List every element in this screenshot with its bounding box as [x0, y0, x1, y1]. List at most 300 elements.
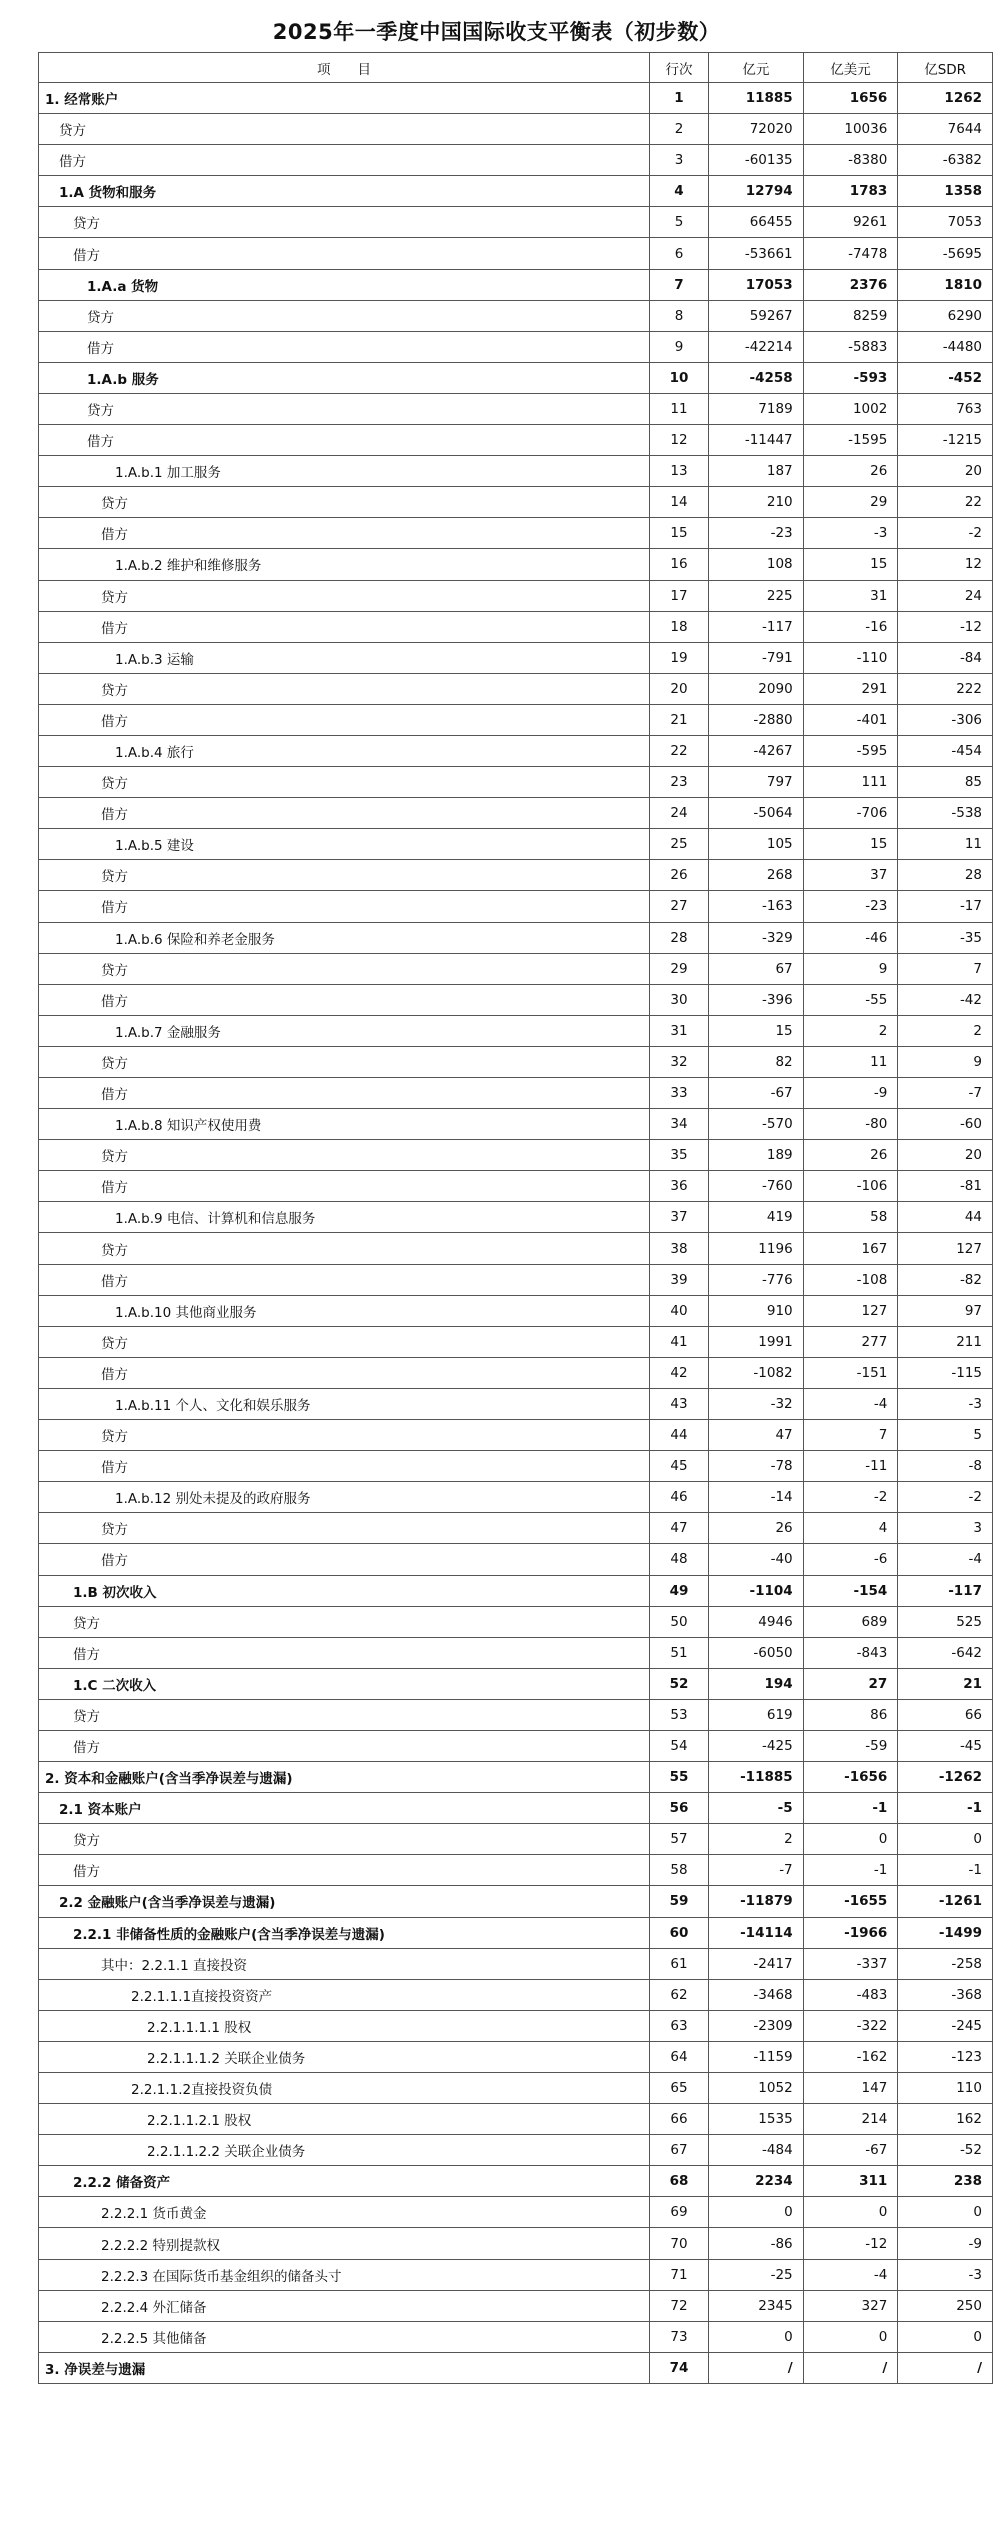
row-cny-cell: -42214 — [709, 331, 804, 362]
row-line-cell: 42 — [650, 1357, 709, 1388]
row-usd-cell: -1966 — [803, 1917, 898, 1948]
row-usd-cell: -162 — [803, 2041, 898, 2072]
table-row — [39, 362, 993, 393]
row-sdr-cell: -52 — [898, 2135, 993, 2166]
row-usd-cell: 11 — [803, 1046, 898, 1077]
row-item-cell: 贷方 — [39, 1046, 650, 1077]
row-line-cell: 66 — [650, 2104, 709, 2135]
row-line-cell: 18 — [650, 611, 709, 642]
row-sdr-cell: 22 — [898, 487, 993, 518]
row-line-cell: 43 — [650, 1388, 709, 1419]
row-line-cell: 31 — [650, 1015, 709, 1046]
row-usd-cell: -337 — [803, 1948, 898, 1979]
row-usd-cell: 26 — [803, 456, 898, 487]
row-sdr-cell: 12 — [898, 549, 993, 580]
row-item-cell: 贷方 — [39, 1326, 650, 1357]
row-sdr-cell: 85 — [898, 767, 993, 798]
row-usd-cell: 1656 — [803, 83, 898, 114]
row-cny-cell: -5064 — [709, 798, 804, 829]
row-line-cell: 27 — [650, 891, 709, 922]
row-sdr-cell: 20 — [898, 1140, 993, 1171]
row-sdr-cell: 250 — [898, 2290, 993, 2321]
table-row — [39, 704, 993, 735]
row-cny-cell: -791 — [709, 642, 804, 673]
row-line-cell: 60 — [650, 1917, 709, 1948]
row-sdr-cell: 222 — [898, 673, 993, 704]
row-line-cell: 45 — [650, 1451, 709, 1482]
row-item-cell: 1.A.b.11 个人、文化和娱乐服务 — [39, 1388, 650, 1419]
table-row — [39, 2104, 993, 2135]
row-line-cell: 56 — [650, 1793, 709, 1824]
row-usd-cell: 147 — [803, 2073, 898, 2104]
table-row — [39, 735, 993, 766]
row-line-cell: 13 — [650, 456, 709, 487]
table-row — [39, 1264, 993, 1295]
row-cny-cell: 210 — [709, 487, 804, 518]
header-line: 行次 — [650, 53, 709, 83]
row-usd-cell: 291 — [803, 673, 898, 704]
row-cny-cell: 4946 — [709, 1606, 804, 1637]
row-usd-cell: 2376 — [803, 269, 898, 300]
row-item-cell: 借方 — [39, 1637, 650, 1668]
row-cny-cell: -60135 — [709, 145, 804, 176]
table-row — [39, 2259, 993, 2290]
row-sdr-cell: -117 — [898, 1575, 993, 1606]
row-sdr-cell: 0 — [898, 2197, 993, 2228]
row-item-cell: 2. 资本和金融账户(含当季净误差与遗漏) — [39, 1762, 650, 1793]
row-line-cell: 23 — [650, 767, 709, 798]
row-sdr-cell: -1499 — [898, 1917, 993, 1948]
row-cny-cell: 194 — [709, 1668, 804, 1699]
row-sdr-cell: 20 — [898, 456, 993, 487]
table-row — [39, 2073, 993, 2104]
row-item-cell: 2.2.1 非储备性质的金融账户(含当季净误差与遗漏) — [39, 1917, 650, 1948]
row-sdr-cell: -123 — [898, 2041, 993, 2072]
row-item-cell: 贷方 — [39, 300, 650, 331]
row-usd-cell: 86 — [803, 1699, 898, 1730]
row-item-cell: 借方 — [39, 798, 650, 829]
row-sdr-cell: -81 — [898, 1171, 993, 1202]
row-cny-cell: 187 — [709, 456, 804, 487]
row-line-cell: 67 — [650, 2135, 709, 2166]
row-line-cell: 10 — [650, 362, 709, 393]
row-sdr-cell: -84 — [898, 642, 993, 673]
table-row — [39, 984, 993, 1015]
row-usd-cell: 29 — [803, 487, 898, 518]
row-item-cell: 借方 — [39, 1264, 650, 1295]
row-line-cell: 16 — [650, 549, 709, 580]
table-row — [39, 83, 993, 114]
row-line-cell: 74 — [650, 2352, 709, 2383]
row-line-cell: 65 — [650, 2073, 709, 2104]
row-sdr-cell: 211 — [898, 1326, 993, 1357]
row-usd-cell: -595 — [803, 735, 898, 766]
row-line-cell: 41 — [650, 1326, 709, 1357]
row-usd-cell: -1 — [803, 1855, 898, 1886]
row-line-cell: 25 — [650, 829, 709, 860]
table-row — [39, 1451, 993, 1482]
header-item: 项 目 — [39, 53, 650, 83]
row-item-cell: 借方 — [39, 145, 650, 176]
table-row — [39, 798, 993, 829]
row-cny-cell: 17053 — [709, 269, 804, 300]
row-line-cell: 20 — [650, 673, 709, 704]
row-usd-cell: -151 — [803, 1357, 898, 1388]
row-sdr-cell: -1 — [898, 1793, 993, 1824]
table-row — [39, 2197, 993, 2228]
row-line-cell: 69 — [650, 2197, 709, 2228]
row-sdr-cell: -3 — [898, 1388, 993, 1419]
row-cny-cell: 72020 — [709, 114, 804, 145]
row-usd-cell: -67 — [803, 2135, 898, 2166]
row-cny-cell: 619 — [709, 1699, 804, 1730]
row-line-cell: 6 — [650, 238, 709, 269]
row-cny-cell: -4267 — [709, 735, 804, 766]
row-sdr-cell: 24 — [898, 580, 993, 611]
row-sdr-cell: -12 — [898, 611, 993, 642]
row-cny-cell: 419 — [709, 1202, 804, 1233]
row-line-cell: 12 — [650, 425, 709, 456]
table-body — [39, 83, 993, 2384]
table-header-row — [39, 53, 993, 83]
table-row — [39, 2166, 993, 2197]
table-row — [39, 456, 993, 487]
row-cny-cell: 105 — [709, 829, 804, 860]
table-row — [39, 300, 993, 331]
row-cny-cell: -2417 — [709, 1948, 804, 1979]
row-usd-cell: 167 — [803, 1233, 898, 1264]
row-item-cell: 2.2.2 储备资产 — [39, 2166, 650, 2197]
row-cny-cell: 910 — [709, 1295, 804, 1326]
row-cny-cell: 1052 — [709, 2073, 804, 2104]
row-usd-cell: 31 — [803, 580, 898, 611]
header-usd: 亿美元 — [803, 53, 898, 83]
row-sdr-cell: -538 — [898, 798, 993, 829]
header-sdr: 亿SDR — [898, 53, 993, 83]
row-cny-cell: -14 — [709, 1482, 804, 1513]
row-usd-cell: 0 — [803, 1824, 898, 1855]
row-item-cell: 1.A.b.7 金融服务 — [39, 1015, 650, 1046]
table-row — [39, 922, 993, 953]
row-usd-cell: 15 — [803, 549, 898, 580]
row-sdr-cell: -245 — [898, 2010, 993, 2041]
table-row — [39, 1109, 993, 1140]
row-line-cell: 38 — [650, 1233, 709, 1264]
table-row — [39, 207, 993, 238]
row-sdr-cell: 5 — [898, 1420, 993, 1451]
row-cny-cell: -117 — [709, 611, 804, 642]
row-sdr-cell: 9 — [898, 1046, 993, 1077]
row-line-cell: 17 — [650, 580, 709, 611]
row-line-cell: 70 — [650, 2228, 709, 2259]
table-row — [39, 1668, 993, 1699]
row-item-cell: 1.B 初次收入 — [39, 1575, 650, 1606]
table-row — [39, 1979, 993, 2010]
row-usd-cell: 15 — [803, 829, 898, 860]
row-usd-cell: 277 — [803, 1326, 898, 1357]
row-sdr-cell: -368 — [898, 1979, 993, 2010]
row-sdr-cell: -258 — [898, 1948, 993, 1979]
row-item-cell: 1.A.b.6 保险和养老金服务 — [39, 922, 650, 953]
row-sdr-cell: -6382 — [898, 145, 993, 176]
balance-of-payments-table — [38, 52, 993, 2384]
row-usd-cell: 37 — [803, 860, 898, 891]
table-row — [39, 1762, 993, 1793]
row-item-cell: 1.A.b.8 知识产权使用费 — [39, 1109, 650, 1140]
row-sdr-cell: -115 — [898, 1357, 993, 1388]
row-sdr-cell: 525 — [898, 1606, 993, 1637]
row-usd-cell: 10036 — [803, 114, 898, 145]
row-sdr-cell: 7 — [898, 953, 993, 984]
row-line-cell: 4 — [650, 176, 709, 207]
row-line-cell: 44 — [650, 1420, 709, 1451]
row-sdr-cell: 11 — [898, 829, 993, 860]
row-line-cell: 57 — [650, 1824, 709, 1855]
row-line-cell: 5 — [650, 207, 709, 238]
table-row — [39, 1575, 993, 1606]
row-sdr-cell: 66 — [898, 1699, 993, 1730]
row-usd-cell: 7 — [803, 1420, 898, 1451]
row-item-cell: 借方 — [39, 891, 650, 922]
table-row — [39, 331, 993, 362]
row-line-cell: 50 — [650, 1606, 709, 1637]
row-usd-cell: 8259 — [803, 300, 898, 331]
table-row — [39, 2010, 993, 2041]
row-line-cell: 72 — [650, 2290, 709, 2321]
row-sdr-cell: -4480 — [898, 331, 993, 362]
row-item-cell: 1.A 货物和服务 — [39, 176, 650, 207]
row-sdr-cell: 7053 — [898, 207, 993, 238]
row-usd-cell: 2 — [803, 1015, 898, 1046]
row-usd-cell: -1655 — [803, 1886, 898, 1917]
table-row — [39, 1824, 993, 1855]
row-usd-cell: -110 — [803, 642, 898, 673]
row-usd-cell: / — [803, 2352, 898, 2383]
row-item-cell: 1. 经常账户 — [39, 83, 650, 114]
row-line-cell: 21 — [650, 704, 709, 735]
table-row — [39, 114, 993, 145]
row-item-cell: 2.2.1.1.1.2 关联企业债务 — [39, 2041, 650, 2072]
table-row — [39, 1388, 993, 1419]
row-usd-cell: 327 — [803, 2290, 898, 2321]
row-item-cell: 1.A.b.9 电信、计算机和信息服务 — [39, 1202, 650, 1233]
row-cny-cell: 225 — [709, 580, 804, 611]
row-cny-cell: 0 — [709, 2321, 804, 2352]
row-cny-cell: 7189 — [709, 393, 804, 424]
row-item-cell: 借方 — [39, 984, 650, 1015]
row-line-cell: 2 — [650, 114, 709, 145]
table-row — [39, 1420, 993, 1451]
row-sdr-cell: -454 — [898, 735, 993, 766]
row-line-cell: 28 — [650, 922, 709, 953]
row-line-cell: 73 — [650, 2321, 709, 2352]
row-line-cell: 30 — [650, 984, 709, 1015]
row-usd-cell: 0 — [803, 2321, 898, 2352]
table-row — [39, 1606, 993, 1637]
row-sdr-cell: -1262 — [898, 1762, 993, 1793]
row-cny-cell: -11879 — [709, 1886, 804, 1917]
row-line-cell: 7 — [650, 269, 709, 300]
table-row — [39, 2135, 993, 2166]
row-line-cell: 9 — [650, 331, 709, 362]
row-line-cell: 11 — [650, 393, 709, 424]
row-cny-cell: -2309 — [709, 2010, 804, 2041]
table-row — [39, 1295, 993, 1326]
row-sdr-cell: -1215 — [898, 425, 993, 456]
row-usd-cell: -55 — [803, 984, 898, 1015]
row-item-cell: 2.2.2.5 其他储备 — [39, 2321, 650, 2352]
row-sdr-cell: / — [898, 2352, 993, 2383]
row-cny-cell: -760 — [709, 1171, 804, 1202]
row-line-cell: 64 — [650, 2041, 709, 2072]
row-sdr-cell: -2 — [898, 1482, 993, 1513]
table-row — [39, 642, 993, 673]
table-row — [39, 580, 993, 611]
row-line-cell: 34 — [650, 1109, 709, 1140]
row-line-cell: 19 — [650, 642, 709, 673]
row-line-cell: 52 — [650, 1668, 709, 1699]
row-usd-cell: 1783 — [803, 176, 898, 207]
row-item-cell: 贷方 — [39, 673, 650, 704]
row-usd-cell: -8380 — [803, 145, 898, 176]
row-cny-cell: -23 — [709, 518, 804, 549]
table-row — [39, 1637, 993, 1668]
row-item-cell: 2.2.2.3 在国际货币基金组织的储备头寸 — [39, 2259, 650, 2290]
row-item-cell: 借方 — [39, 331, 650, 362]
row-item-cell: 借方 — [39, 425, 650, 456]
row-cny-cell: -78 — [709, 1451, 804, 1482]
row-item-cell: 贷方 — [39, 114, 650, 145]
row-line-cell: 40 — [650, 1295, 709, 1326]
row-sdr-cell: -452 — [898, 362, 993, 393]
row-sdr-cell: -1 — [898, 1855, 993, 1886]
row-sdr-cell: -2 — [898, 518, 993, 549]
row-item-cell: 3. 净误差与遗漏 — [39, 2352, 650, 2383]
row-usd-cell: -4 — [803, 1388, 898, 1419]
row-cny-cell: -25 — [709, 2259, 804, 2290]
row-item-cell: 贷方 — [39, 767, 650, 798]
row-usd-cell: -59 — [803, 1730, 898, 1761]
row-cny-cell: -425 — [709, 1730, 804, 1761]
row-item-cell: 2.2.2.2 特别提款权 — [39, 2228, 650, 2259]
row-item-cell: 借方 — [39, 1544, 650, 1575]
row-usd-cell: -1595 — [803, 425, 898, 456]
row-usd-cell: 9261 — [803, 207, 898, 238]
row-item-cell: 1.A.b.10 其他商业服务 — [39, 1295, 650, 1326]
row-line-cell: 71 — [650, 2259, 709, 2290]
row-item-cell: 贷方 — [39, 393, 650, 424]
row-item-cell: 借方 — [39, 518, 650, 549]
row-usd-cell: -3 — [803, 518, 898, 549]
row-usd-cell: 0 — [803, 2197, 898, 2228]
row-sdr-cell: -7 — [898, 1078, 993, 1109]
row-item-cell: 贷方 — [39, 1233, 650, 1264]
row-line-cell: 26 — [650, 860, 709, 891]
row-line-cell: 36 — [650, 1171, 709, 1202]
row-usd-cell: 111 — [803, 767, 898, 798]
row-line-cell: 39 — [650, 1264, 709, 1295]
row-item-cell: 贷方 — [39, 1824, 650, 1855]
row-usd-cell: -593 — [803, 362, 898, 393]
row-sdr-cell: -5695 — [898, 238, 993, 269]
row-line-cell: 1 — [650, 83, 709, 114]
row-item-cell: 2.2.2.1 货币黄金 — [39, 2197, 650, 2228]
row-usd-cell: -106 — [803, 1171, 898, 1202]
table-row — [39, 1078, 993, 1109]
row-cny-cell: -163 — [709, 891, 804, 922]
row-cny-cell: -6050 — [709, 1637, 804, 1668]
row-usd-cell: -154 — [803, 1575, 898, 1606]
row-cny-cell: -32 — [709, 1388, 804, 1419]
row-item-cell: 借方 — [39, 611, 650, 642]
row-usd-cell: 27 — [803, 1668, 898, 1699]
row-item-cell: 贷方 — [39, 1606, 650, 1637]
row-line-cell: 22 — [650, 735, 709, 766]
row-cny-cell: 2345 — [709, 2290, 804, 2321]
row-item-cell: 借方 — [39, 1078, 650, 1109]
row-cny-cell: -1082 — [709, 1357, 804, 1388]
row-usd-cell: 9 — [803, 953, 898, 984]
table-row — [39, 2352, 993, 2383]
row-usd-cell: -9 — [803, 1078, 898, 1109]
row-sdr-cell: 0 — [898, 1824, 993, 1855]
row-line-cell: 32 — [650, 1046, 709, 1077]
table-row — [39, 1015, 993, 1046]
table-row — [39, 1202, 993, 1233]
row-item-cell: 1.C 二次收入 — [39, 1668, 650, 1699]
row-usd-cell: -843 — [803, 1637, 898, 1668]
row-sdr-cell: 0 — [898, 2321, 993, 2352]
row-cny-cell: -86 — [709, 2228, 804, 2259]
row-item-cell: 2.2.1.1.1直接投资资产 — [39, 1979, 650, 2010]
row-usd-cell: -11 — [803, 1451, 898, 1482]
row-cny-cell: -2880 — [709, 704, 804, 735]
table-row — [39, 1948, 993, 1979]
row-item-cell: 借方 — [39, 1357, 650, 1388]
row-line-cell: 59 — [650, 1886, 709, 1917]
row-item-cell: 2.2.1.1.2.1 股权 — [39, 2104, 650, 2135]
row-item-cell: 1.A.b.3 运输 — [39, 642, 650, 673]
row-sdr-cell: -4 — [898, 1544, 993, 1575]
table-row — [39, 269, 993, 300]
row-cny-cell: 797 — [709, 767, 804, 798]
row-cny-cell: 67 — [709, 953, 804, 984]
row-sdr-cell: -35 — [898, 922, 993, 953]
table-row — [39, 2228, 993, 2259]
row-sdr-cell: -82 — [898, 1264, 993, 1295]
row-item-cell: 2.2.1.1.2.2 关联企业债务 — [39, 2135, 650, 2166]
row-cny-cell: 1991 — [709, 1326, 804, 1357]
row-item-cell: 1.A.b.4 旅行 — [39, 735, 650, 766]
row-item-cell: 1.A.b.2 维护和维修服务 — [39, 549, 650, 580]
row-sdr-cell: 7644 — [898, 114, 993, 145]
row-item-cell: 2.2.1.1.2直接投资负债 — [39, 2073, 650, 2104]
row-line-cell: 24 — [650, 798, 709, 829]
row-item-cell: 贷方 — [39, 207, 650, 238]
row-usd-cell: 127 — [803, 1295, 898, 1326]
row-usd-cell: -4 — [803, 2259, 898, 2290]
row-item-cell: 贷方 — [39, 1699, 650, 1730]
row-sdr-cell: -8 — [898, 1451, 993, 1482]
row-cny-cell: -1104 — [709, 1575, 804, 1606]
row-cny-cell: / — [709, 2352, 804, 2383]
row-sdr-cell: 44 — [898, 1202, 993, 1233]
row-sdr-cell: 110 — [898, 2073, 993, 2104]
row-sdr-cell: -9 — [898, 2228, 993, 2259]
row-cny-cell: 59267 — [709, 300, 804, 331]
row-item-cell: 借方 — [39, 704, 650, 735]
row-item-cell: 借方 — [39, 1171, 650, 1202]
